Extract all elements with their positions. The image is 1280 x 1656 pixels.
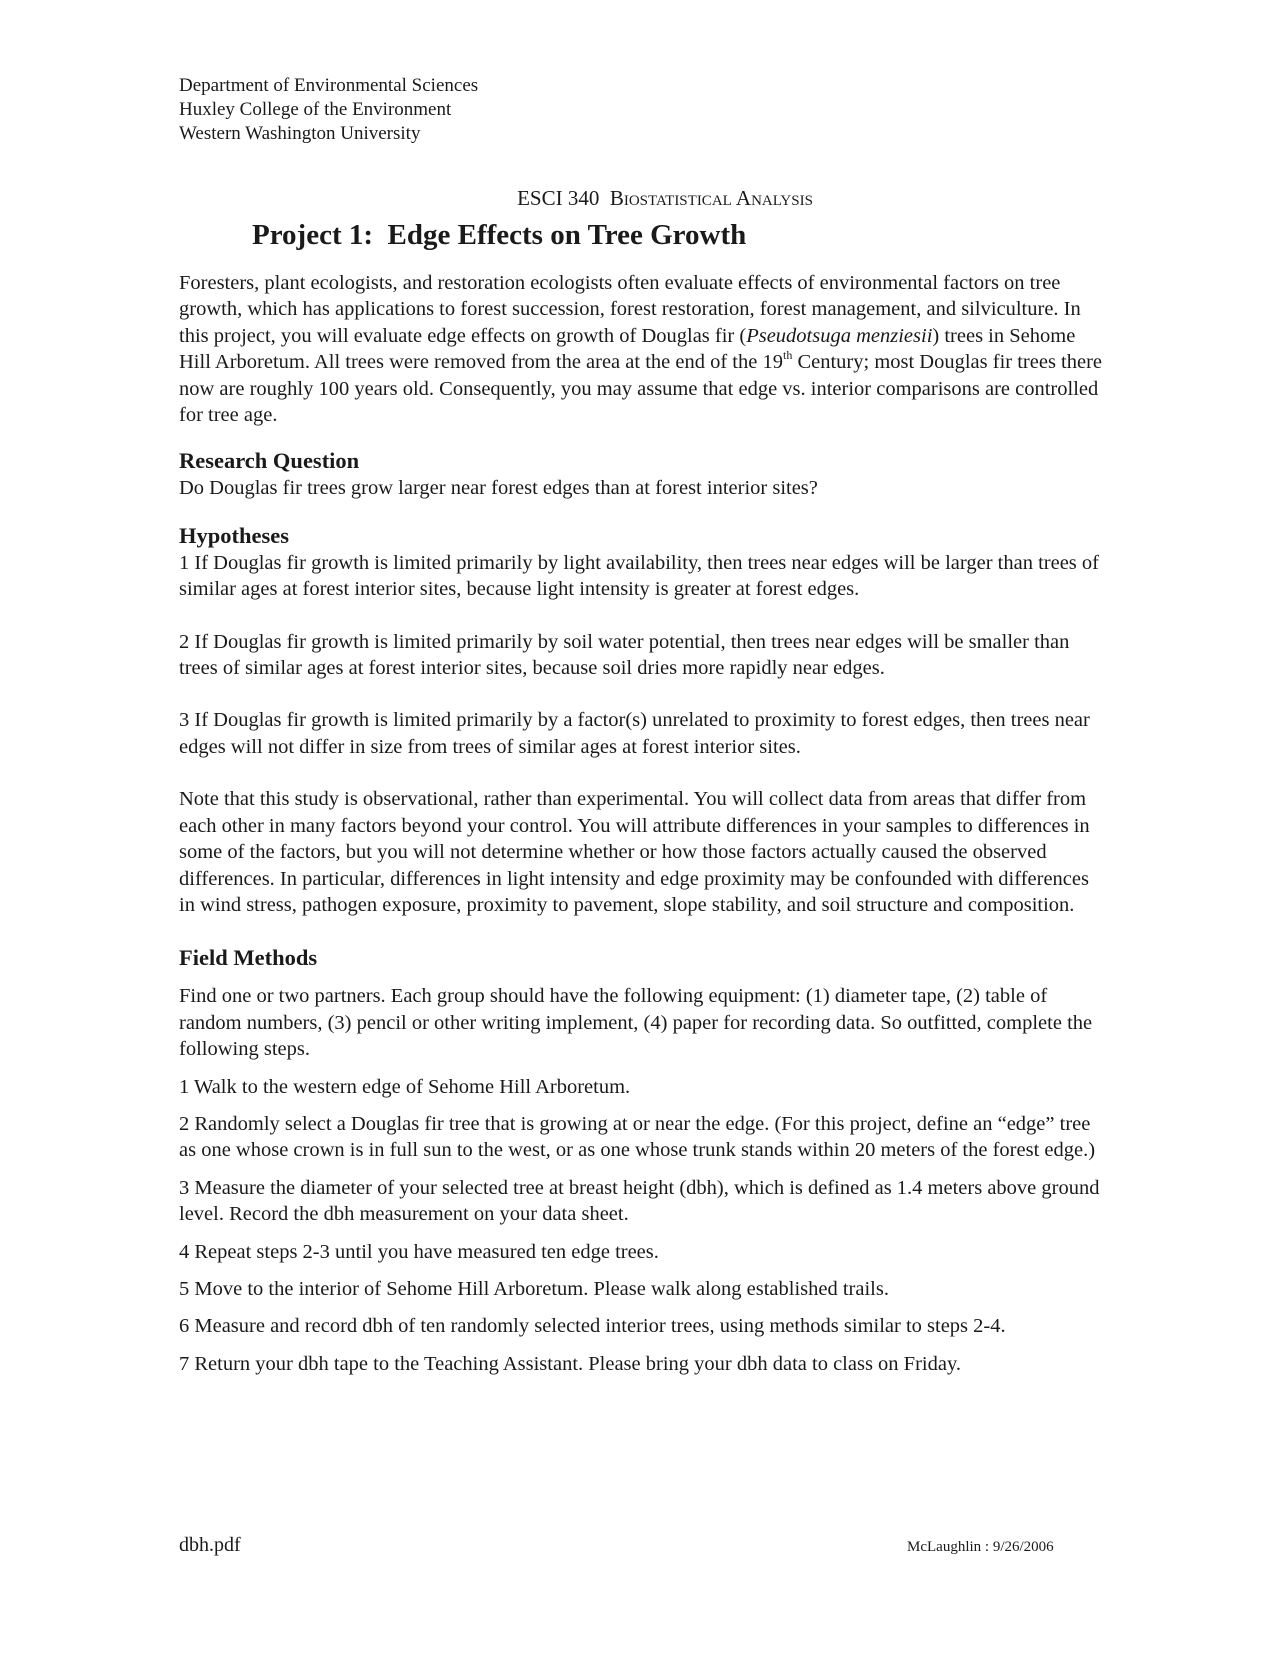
document-body	[179, 270, 1109, 1388]
course-code: ESCI 340	[517, 186, 600, 210]
method-step: 7 Return your dbh tape to the Teaching Assistant. Please bring your dbh data to class on Friday.	[179, 1352, 961, 1375]
course-name: Biostatistical Analysis	[609, 186, 813, 210]
university-line: Western Washington University	[179, 123, 421, 144]
method-step: 3 Measure the diameter of your selected tree at breast height (dbh), which is defined as 1.4 meters above ground level. Record the dbh measurement on your data sheet.	[179, 1176, 1100, 1226]
hypothesis-item: 3 If Douglas fir growth is limited primarily by a factor(s) unrelated to proximity to forest edges, then trees near edges will not differ in size from trees of similar ages at forest interior sites.	[179, 709, 1090, 758]
course-title	[0, 186, 1280, 211]
species-name: Pseudotsuga menziesii	[746, 324, 933, 347]
institution-header	[179, 74, 478, 146]
footer-author-date: McLaughlin : 9/26/2006	[907, 1539, 1054, 1555]
note-paragraph: Note that this study is observational, rather than experimental. You will collect data from areas that differ from each other in many factors beyond your control. You will attribute differences in your samples to differences in some of the factors, but you will not determine whether or how those factors actually caused the observed differences. In particular, differences in light intensity and edge proximity may be confounded with differences in wind stress, pathogen exposure, proximity to pavement, slope stability, and soil structure and composition.	[179, 788, 1090, 916]
research-question-heading: Research Question	[179, 448, 360, 474]
intro-paragraph: Foresters, plant ecologists, and restoration ecologists often evaluate effects of environmental factors on tree growth, which has applications to forest succession, forest restoration, forest management, and silviculture. In this project, you will evaluate edge effects on growth of Douglas fir (Pseudotsuga menziesii) trees in Sehome Hill Arboretum. All trees were removed from the area at the end of the 19th Century; most Douglas fir trees there now are roughly 100 years old. Consequently, you may assume that edge vs. interior comparisons are controlled for tree age.	[179, 272, 1103, 427]
college-line: Huxley College of the Environment	[179, 99, 452, 120]
hypotheses-heading: Hypotheses	[179, 522, 290, 548]
department-line: Department of Environmental Sciences	[179, 75, 479, 96]
hypothesis-item: 1 If Douglas fir growth is limited primarily by light availability, then trees near edges will be larger than trees of similar ages at forest interior sites, because light intensity is greater at forest edges.	[179, 551, 1099, 601]
research-question-text: Do Douglas fir trees grow larger near forest edges than at forest interior sites?	[179, 477, 818, 500]
field-methods-intro: Find one or two partners. Each group should have the following equipment: (1) diameter tape, (2) table of random numbers, (3) pencil or other writing implement, (4) paper for recording data. So outfitted, complete the following steps.	[179, 985, 1093, 1061]
method-step: 4 Repeat steps 2-3 until you have measured ten edge trees.	[179, 1240, 659, 1263]
method-step: 6 Measure and record dbh of ten randomly selected interior trees, using methods similar to steps 2-4.	[179, 1315, 1006, 1338]
method-step: 2 Randomly select a Douglas fir tree that is growing at or near the edge. (For this project, define an “edge” tree as one whose crown is in full sun to the west, or as one whose trunk stands within 20 meters of the forest edge.)	[179, 1112, 1096, 1162]
method-step: 1 Walk to the western edge of Sehome Hill Arboretum.	[179, 1075, 631, 1098]
project-title: Project 1: Edge Effects on Tree Growth	[252, 219, 747, 251]
hypothesis-item: 2 If Douglas fir growth is limited primarily by soil water potential, then trees near edges will be smaller than trees of similar ages at forest interior sites, because soil dries more rapidly near edges.	[179, 630, 1070, 680]
footer-filename: dbh.pdf	[179, 1534, 241, 1556]
method-step: 5 Move to the interior of Sehome Hill Arboretum. Please walk along established trails.	[179, 1277, 889, 1300]
field-methods-heading: Field Methods	[179, 945, 318, 971]
